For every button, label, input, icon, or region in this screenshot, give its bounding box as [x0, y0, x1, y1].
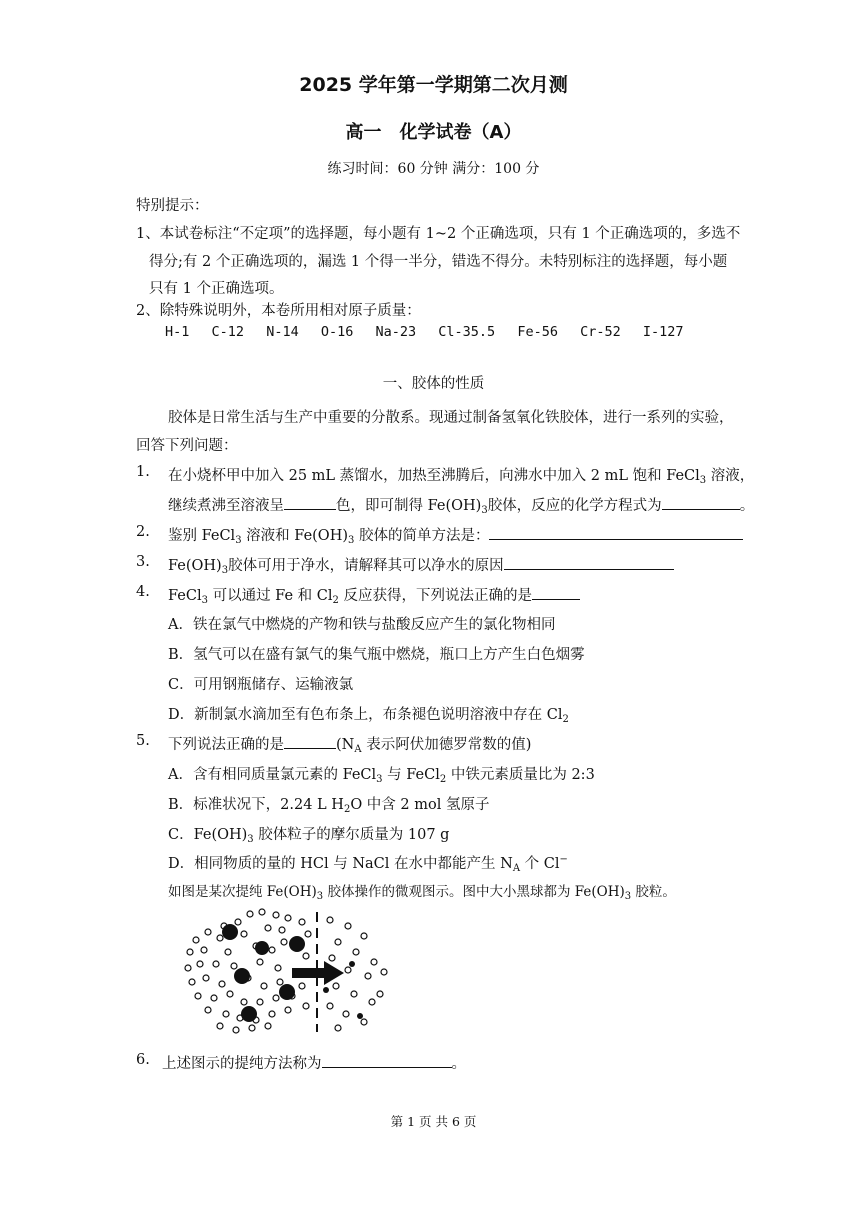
- q1-equation-blank[interactable]: [662, 495, 740, 510]
- note1-line3: 只有 1 个正确选项。: [149, 281, 284, 297]
- small-particle: [299, 919, 305, 925]
- small-particle: [365, 973, 371, 979]
- q1-color-blank[interactable]: [284, 495, 336, 510]
- small-particle: [345, 967, 351, 973]
- mass-item: I-127: [642, 324, 684, 340]
- small-particle: [213, 961, 219, 967]
- small-particle: [227, 991, 233, 997]
- small-particle: [261, 983, 267, 989]
- small-particle: [305, 931, 311, 937]
- small-particle: [377, 991, 383, 997]
- small-particle: [185, 965, 191, 971]
- small-particle: [343, 1011, 349, 1017]
- small-particle: [189, 979, 195, 985]
- small-particle: [281, 939, 287, 945]
- mass-item: Cr-52: [580, 324, 621, 340]
- mass-item: Cl-35.5: [438, 324, 496, 340]
- atomic-masses-row: [165, 324, 684, 340]
- small-particle: [193, 937, 199, 943]
- q5-option-c: C．$Fe(OH)_3$ 胶体粒子的摩尔质量为 107 g: [168, 827, 450, 845]
- q4-option-a: A．铁在氯气中燃烧的产物和铁与盐酸反应产生的氯化物相同: [168, 617, 556, 633]
- small-particle: [197, 961, 203, 967]
- large-particle: [289, 936, 305, 952]
- small-particle: [371, 959, 377, 965]
- small-particle: [205, 1007, 211, 1013]
- small-particle: [327, 1003, 333, 1009]
- page-footer: 第 1 页 共 6 页: [390, 1114, 477, 1129]
- small-particle: [299, 983, 305, 989]
- small-particle: [247, 911, 253, 917]
- note1-line2: 得分;有 2 个正确选项的，漏选 1 个得一半分，错选不得分。未特别标注的选择题，每小题: [149, 254, 728, 270]
- small-particle: [217, 935, 223, 941]
- small-particle: [203, 975, 209, 981]
- large-particle: [234, 968, 250, 984]
- large-particle: [255, 941, 269, 955]
- small-particle: [241, 931, 247, 937]
- small-particle: [217, 1023, 223, 1029]
- small-particle: [285, 1007, 291, 1013]
- small-particle: [327, 917, 333, 923]
- small-particle: [257, 959, 263, 965]
- small-particle: [279, 927, 285, 933]
- small-particle: [361, 1019, 367, 1025]
- small-particle: [205, 929, 211, 935]
- small-particle: [345, 923, 351, 929]
- q4-answer-blank[interactable]: [532, 585, 580, 600]
- small-particle: [265, 925, 271, 931]
- figure-caption: 如图是某次提纯 $Fe(OH)_3$ 胶体操作的微观图示。图中大小黑球都为 $Fe(OH)_3$ 胶粒。: [168, 884, 676, 902]
- small-particle: [223, 1011, 229, 1017]
- q5-answer-blank[interactable]: [284, 734, 336, 749]
- notes-heading: 特别提示：: [136, 198, 209, 214]
- q2-number: 2.: [136, 524, 150, 540]
- small-particles: [185, 909, 387, 1033]
- large-particle: [241, 1006, 257, 1022]
- small-particle: [259, 909, 265, 915]
- small-particle: [235, 919, 241, 925]
- q1-line1: 在小烧杯甲中加入 25 mL 蒸馏水，加热至沸腾后，向沸水中加入 2 mL 饱和 FeCl$_3$ 溶液，: [168, 468, 755, 486]
- small-particle: [303, 953, 309, 959]
- small-particle: [187, 949, 193, 955]
- intro-line2: 回答下列问题：: [136, 438, 238, 454]
- note2: 2、除特殊说明外，本卷所用相对原子质量：: [136, 303, 421, 319]
- mass-item: Fe-56: [517, 324, 558, 340]
- small-particle: [275, 965, 281, 971]
- q2-answer-blank[interactable]: [489, 525, 743, 540]
- small-particle: [249, 1025, 255, 1031]
- large-particle: [222, 924, 238, 940]
- dialysis-diagram: [180, 906, 400, 1036]
- small-particle: [211, 995, 217, 1001]
- q5-option-d: D．相同物质的量的 HCl 与 NaCl 在水中都能产生 $N_A$ 个 Cl−: [168, 854, 568, 874]
- mass-item: H-1: [165, 324, 190, 340]
- small-particle: [277, 979, 283, 985]
- section-heading: 一、胶体的性质: [382, 376, 485, 392]
- q4-number: 4.: [136, 584, 150, 600]
- q5-stem: 下列说法正确的是 ($N_A$ 表示阿伏加德罗常数的值): [168, 733, 531, 754]
- time-info: 练习时间：60 分钟 满分：100 分: [327, 161, 540, 177]
- q3-number: 3.: [136, 554, 150, 570]
- small-particle: [195, 993, 201, 999]
- small-particle: [233, 1027, 239, 1033]
- tiny-particle: [323, 987, 329, 993]
- small-particle: [273, 995, 279, 1001]
- q4-option-c: C．可用钢瓶储存、运输液氯: [168, 677, 354, 693]
- small-particle: [231, 963, 237, 969]
- small-particle: [303, 1003, 309, 1009]
- q2-text: 鉴别 FeCl$_3$ 溶液和 $Fe(OH)_3$ 胶体的简单方法是：: [168, 524, 743, 545]
- tiny-particle: [357, 1013, 363, 1019]
- small-particle: [361, 933, 367, 939]
- small-particle: [219, 981, 225, 987]
- mass-item: O-16: [320, 324, 354, 340]
- q6-number: 6.: [136, 1052, 150, 1068]
- q5-number: 5.: [136, 733, 150, 749]
- small-particle: [381, 969, 387, 975]
- q4-stem: FeCl$_3$ 可以通过 Fe 和 $Cl_2$ 反应获得，下列说法正确的是: [168, 584, 580, 605]
- small-particle: [257, 999, 263, 1005]
- q1-line2: 继续煮沸至溶液呈 色，即可制得 $Fe(OH)_3$胶体，反应的化学方程式为 。: [168, 494, 754, 515]
- q3-text: $Fe(OH)_3$胶体可用于净水，请解释其可以净水的原因: [168, 554, 674, 575]
- small-particle: [269, 947, 275, 953]
- note1-line1: 1、本试卷标注“不定项”的选择题，每小题有 1~2 个正确选项，只有 1 个正确选项的，多选不: [136, 226, 741, 242]
- small-particle: [285, 915, 291, 921]
- small-particle: [265, 1023, 271, 1029]
- small-particle: [335, 1025, 341, 1031]
- small-particle: [273, 912, 279, 918]
- small-particle: [269, 1011, 275, 1017]
- small-particle: [333, 983, 339, 989]
- q4-option-d: D．新制氯水滴加至有色布条上，布条褪色说明溶液中存在 $Cl_2$: [168, 707, 569, 725]
- exam-subtitle: 高一 化学试卷（A）: [345, 122, 522, 143]
- q1-number: 1.: [136, 464, 150, 480]
- small-particle: [369, 999, 375, 1005]
- q5-option-a: A．含有相同质量氯元素的 FeCl$_3$ 与 FeCl$_2$ 中铁元素质量比为 2:3: [168, 767, 595, 785]
- q6-text: 上述图示的提纯方法称为 。: [162, 1052, 466, 1073]
- mass-item: N-14: [266, 324, 299, 340]
- mass-item: C-12: [211, 324, 245, 340]
- small-particle: [201, 947, 207, 953]
- q3-answer-blank[interactable]: [504, 555, 674, 570]
- small-particle: [353, 949, 359, 955]
- small-particle: [329, 955, 335, 961]
- q6-answer-blank[interactable]: [322, 1053, 452, 1068]
- q5-option-b: B．标准状况下，2.24 L $H_2O$ 中含 2 mol 氢原子: [168, 797, 490, 815]
- small-particle: [351, 991, 357, 997]
- mass-item: Na-23: [375, 324, 417, 340]
- exam-title: 2025 学年第一学期第二次月测: [299, 74, 568, 96]
- small-particle: [225, 949, 231, 955]
- tiny-particle: [349, 961, 355, 967]
- q4-option-b: B．氢气可以在盛有氯气的集气瓶中燃烧，瓶口上方产生白色烟雾: [168, 647, 585, 663]
- small-particle: [241, 999, 247, 1005]
- large-particle: [279, 984, 295, 1000]
- small-particle: [335, 939, 341, 945]
- intro-line1: 胶体是日常生活与生产中重要的分散系。现通过制备氢氧化铁胶体，进行一系列的实验，: [168, 410, 734, 426]
